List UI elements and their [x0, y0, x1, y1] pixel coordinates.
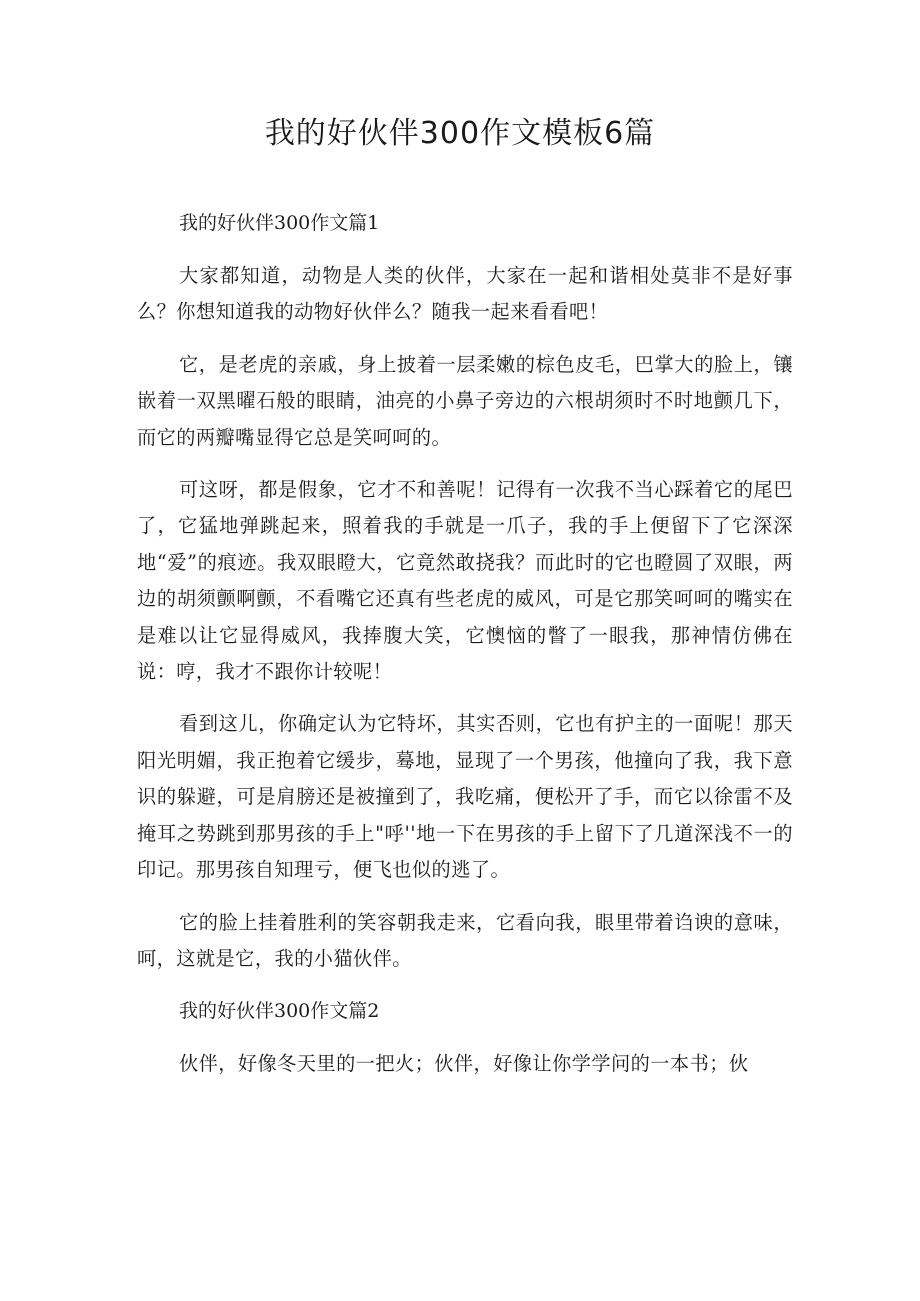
document-body — [137, 205, 793, 1099]
paragraph: 看到这儿，你确定认为它特坏，其实否则，它也有护主的一面呢！那天阳光明媚，我正抱着它缓步，蓦地，显现了一个男孩，他撞向了我，我下意识的躲避，可是肩膀还是被撞到了，我吃痛，便松开了手，而它以徐雷不及掩耳之势跳到那男孩的手上"呼''地一下在男孩的手上留下了几道深浅不一的印记。那男孩自知理亏，便飞也似的逃了。 — [137, 712, 793, 882]
paragraph: 可这呀，都是假象，它才不和善呢！记得有一次我不当心踩着它的尾巴了，它猛地弹跳起来，照着我的手就是一爪子，我的手上便留下了它深深地“爱”的痕迹。我双眼瞪大，它竟然敢挠我？而此时的它也瞪圆了双眼，两边的胡须颤啊颤，不看嘴它还真有些老虎的威风，可是它那笑呵呵的嘴实在是难以让它显得威风，我捧腹大笑，它懊恼的瞥了一眼我，那神情仿佛在说：哼，我才不跟你计较呢！ — [137, 478, 793, 684]
section-heading: 我的好伙伴300作文篇1 — [179, 212, 380, 234]
section-heading: 我的好伙伴300作文篇2 — [179, 1000, 380, 1023]
paragraph: 大家都知道，动物是人类的伙伴，大家在一起和谐相处莫非不是好事么？你想知道我的动物好伙伴么？随我一起来看看吧！ — [137, 264, 793, 324]
paragraph: 伙伴，好像冬天里的一把火；伙伴，好像让你学学问的一本书；伙 — [179, 1052, 749, 1076]
document-title: 我的好伙伴300作文模板6篇 — [264, 116, 656, 151]
paragraph: 它的脸上挂着胜利的笑容朝我走来，它看向我，眼里带着诌谀的意味，呵，这就是它，我的小猫伙伴。 — [137, 910, 793, 970]
paragraph: 它，是老虎的亲戚，身上披着一层柔嫩的棕色皮毛，巴掌大的脸上，镶嵌着一双黑曜石般的眼睛，油亮的小鼻子旁边的六根胡须时不时地颤几下，而它的两瓣嘴显得它总是笑呵呵的。 — [137, 352, 793, 449]
